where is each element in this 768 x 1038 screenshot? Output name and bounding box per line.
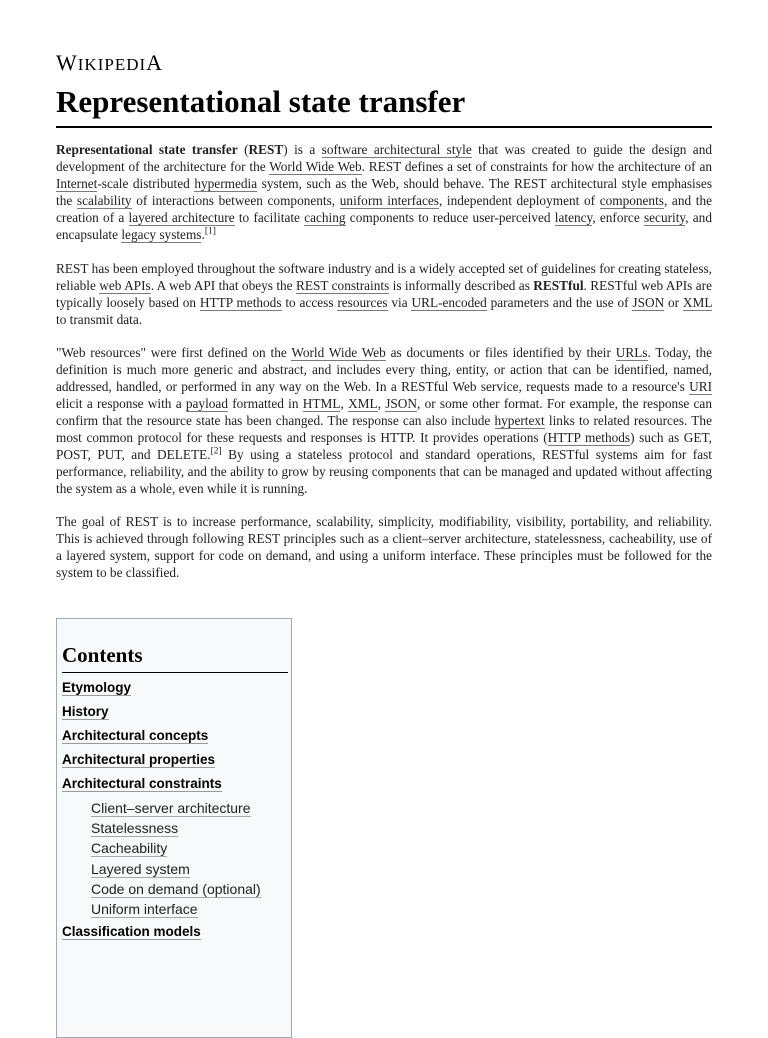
text-run: (	[237, 142, 249, 157]
article-link[interactable]: legacy systems	[121, 227, 202, 242]
article-link[interactable]: hypermedia	[194, 176, 258, 191]
text-run: formatted in	[227, 396, 303, 411]
toc-item-label: Client–server architecture	[91, 800, 251, 816]
toc-item-label: Code on demand (optional)	[91, 880, 261, 897]
article-link[interactable]: URI	[689, 379, 712, 394]
paragraph-4	[56, 513, 712, 581]
paragraph-2	[56, 260, 712, 328]
toc-subitem[interactable]	[62, 880, 261, 900]
toc-item[interactable]	[62, 775, 261, 799]
article-link[interactable]: Internet	[56, 176, 98, 191]
article-link[interactable]: payload	[185, 396, 228, 411]
text-run: , and the creation of a	[56, 193, 713, 225]
citation-ref[interactable]: [1]	[204, 226, 216, 237]
toc-item-label: Architectural properties	[62, 752, 216, 767]
text-run: parameters and the use of	[486, 295, 633, 310]
text-run: , and encapsulate	[56, 210, 712, 242]
text-run: links to related resources. The most common protocol for these requests and responses is HTTP. It provides operations (	[56, 413, 712, 445]
article-link[interactable]: HTML	[302, 396, 341, 411]
toc-item-label: Cacheability	[91, 840, 168, 857]
text-run: of interactions between components,	[131, 193, 340, 208]
text-run: system, such as the Web, should behave. The REST architectural style emphasises the	[56, 176, 713, 208]
text-run: to access	[281, 295, 338, 310]
toc-item[interactable]	[62, 679, 261, 703]
article-link[interactable]: caching	[304, 210, 346, 225]
toc-item[interactable]	[62, 923, 261, 945]
text-run: , enforce	[592, 210, 644, 225]
toc-item[interactable]	[62, 727, 261, 751]
bold-term: Representational state transfer	[56, 142, 238, 157]
page-title: Representational state transfer	[56, 84, 712, 128]
citation-ref[interactable]: [2]	[210, 446, 222, 457]
text-run: components to reduce user-perceived	[345, 210, 555, 225]
article-link[interactable]: XML	[682, 295, 712, 310]
article-link[interactable]: HTTP methods	[199, 295, 282, 310]
article-link[interactable]: scalability	[76, 193, 132, 208]
toc-title: Contents	[62, 643, 288, 673]
article-link[interactable]: World Wide Web	[269, 159, 362, 174]
text-run: "Web resources" were first defined on the	[56, 345, 292, 360]
table-of-contents	[56, 618, 292, 1038]
text-run: . RESTful web APIs are typically loosely based on	[56, 278, 712, 310]
article-link[interactable]: resources	[337, 295, 388, 310]
toc-item-label: History	[62, 704, 109, 719]
text-run: , independent deployment of	[438, 193, 600, 208]
text-run: to transmit data.	[56, 312, 143, 327]
text-run: By using a stateless protocol and standard operations, RESTful systems aim for fast performance, reliability, and the ability to grow by reusing components that can be managed and updated without affecting the system as a whole, even while it is running.	[56, 447, 713, 496]
text-run: -scale distributed	[97, 176, 195, 191]
article-link[interactable]: layered architecture	[128, 210, 235, 225]
text-run: via	[387, 295, 412, 310]
article-link[interactable]: software architectural style	[321, 142, 472, 157]
article-link[interactable]: XML	[348, 396, 378, 411]
text-run: . REST defines a set of constraints for how the architecture of an	[361, 159, 712, 174]
text-run: . A web API that obeys the	[150, 278, 296, 293]
article-link[interactable]: latency	[554, 210, 593, 225]
article-body	[56, 141, 712, 597]
paragraph-1	[56, 141, 712, 243]
bold-term: REST	[248, 142, 284, 157]
text-run: elicit a response with a	[56, 396, 186, 411]
toc-subitem[interactable]	[62, 860, 261, 880]
text-run: REST has been employed throughout the software industry and is a widely accepted set of guidelines for creating stateless, reliable	[56, 261, 712, 293]
text-run: . Today, the definition is much more generic and abstract, and includes every thing, entity, or action that can be identified, named, addressed, handled, or performed in any way on the Web. In a RESTful Web service, requests made to a resource's	[56, 345, 712, 394]
toc-subitem[interactable]	[62, 799, 261, 819]
article-link[interactable]: security	[643, 210, 686, 225]
toc-item[interactable]	[62, 751, 261, 775]
text-run: ,	[340, 396, 349, 411]
toc-list	[62, 679, 261, 945]
article-link[interactable]: URLs	[615, 345, 648, 360]
toc-item-label: Etymology	[62, 680, 132, 695]
text-run: to facilitate	[234, 210, 305, 225]
wikipedia-logo[interactable]: WIKIPEDIA	[56, 50, 164, 75]
article-link[interactable]: HTTP methods	[547, 430, 631, 445]
toc-item-label: Classification models	[62, 924, 201, 940]
text-run: .	[201, 227, 205, 242]
article-link[interactable]: World Wide Web	[291, 345, 386, 360]
toc-item-label: Architectural constraints	[62, 776, 222, 791]
text-run: or	[664, 295, 683, 310]
article-link[interactable]: hypertext	[494, 413, 545, 428]
toc-subitem[interactable]	[62, 839, 261, 859]
toc-item-label: Statelessness	[91, 820, 179, 837]
toc-item[interactable]	[62, 703, 261, 727]
bold-term: RESTful	[533, 278, 584, 293]
paragraph-3	[56, 344, 712, 497]
text-run: ) such as GET, POST, PUT, and DELETE.	[56, 430, 712, 462]
article-link[interactable]: uniform interfaces	[339, 193, 439, 208]
text-run: is informally described as	[389, 278, 534, 293]
toc-item-label: Layered system	[91, 860, 190, 877]
toc-item-label: Architectural concepts	[62, 728, 209, 743]
article-link[interactable]: web APIs	[99, 278, 151, 293]
text-run: The goal of REST is to increase performance, scalability, simplicity, modifiability, visibility, portability, and reliability. This is achieved through following REST principles such as a client–server architecture, statelessness, cacheability, use of a layered system, support for code on demand, and using a uniform interface. These principles must be followed for the system to be classified.	[56, 514, 712, 580]
article-link[interactable]: JSON	[385, 396, 417, 411]
text-run: ,	[377, 396, 386, 411]
toc-item-label: Uniform interface	[91, 900, 198, 917]
article-link[interactable]: REST constraints	[295, 278, 390, 293]
toc-subitem[interactable]	[62, 900, 261, 920]
article-link[interactable]: JSON	[632, 295, 665, 310]
toc-subitem[interactable]	[62, 819, 261, 839]
text-run: ) is a	[283, 142, 322, 157]
article-link[interactable]: URL-encoded	[411, 295, 487, 310]
text-run: that was created to guide the design and development of the architecture for the	[56, 142, 712, 174]
text-run: as documents or files identified by their	[385, 345, 616, 360]
text-run: , or some other format. For example, the response can confirm that the resource state has been changed. The response can also include	[56, 396, 712, 428]
article-link[interactable]: components	[599, 193, 664, 208]
